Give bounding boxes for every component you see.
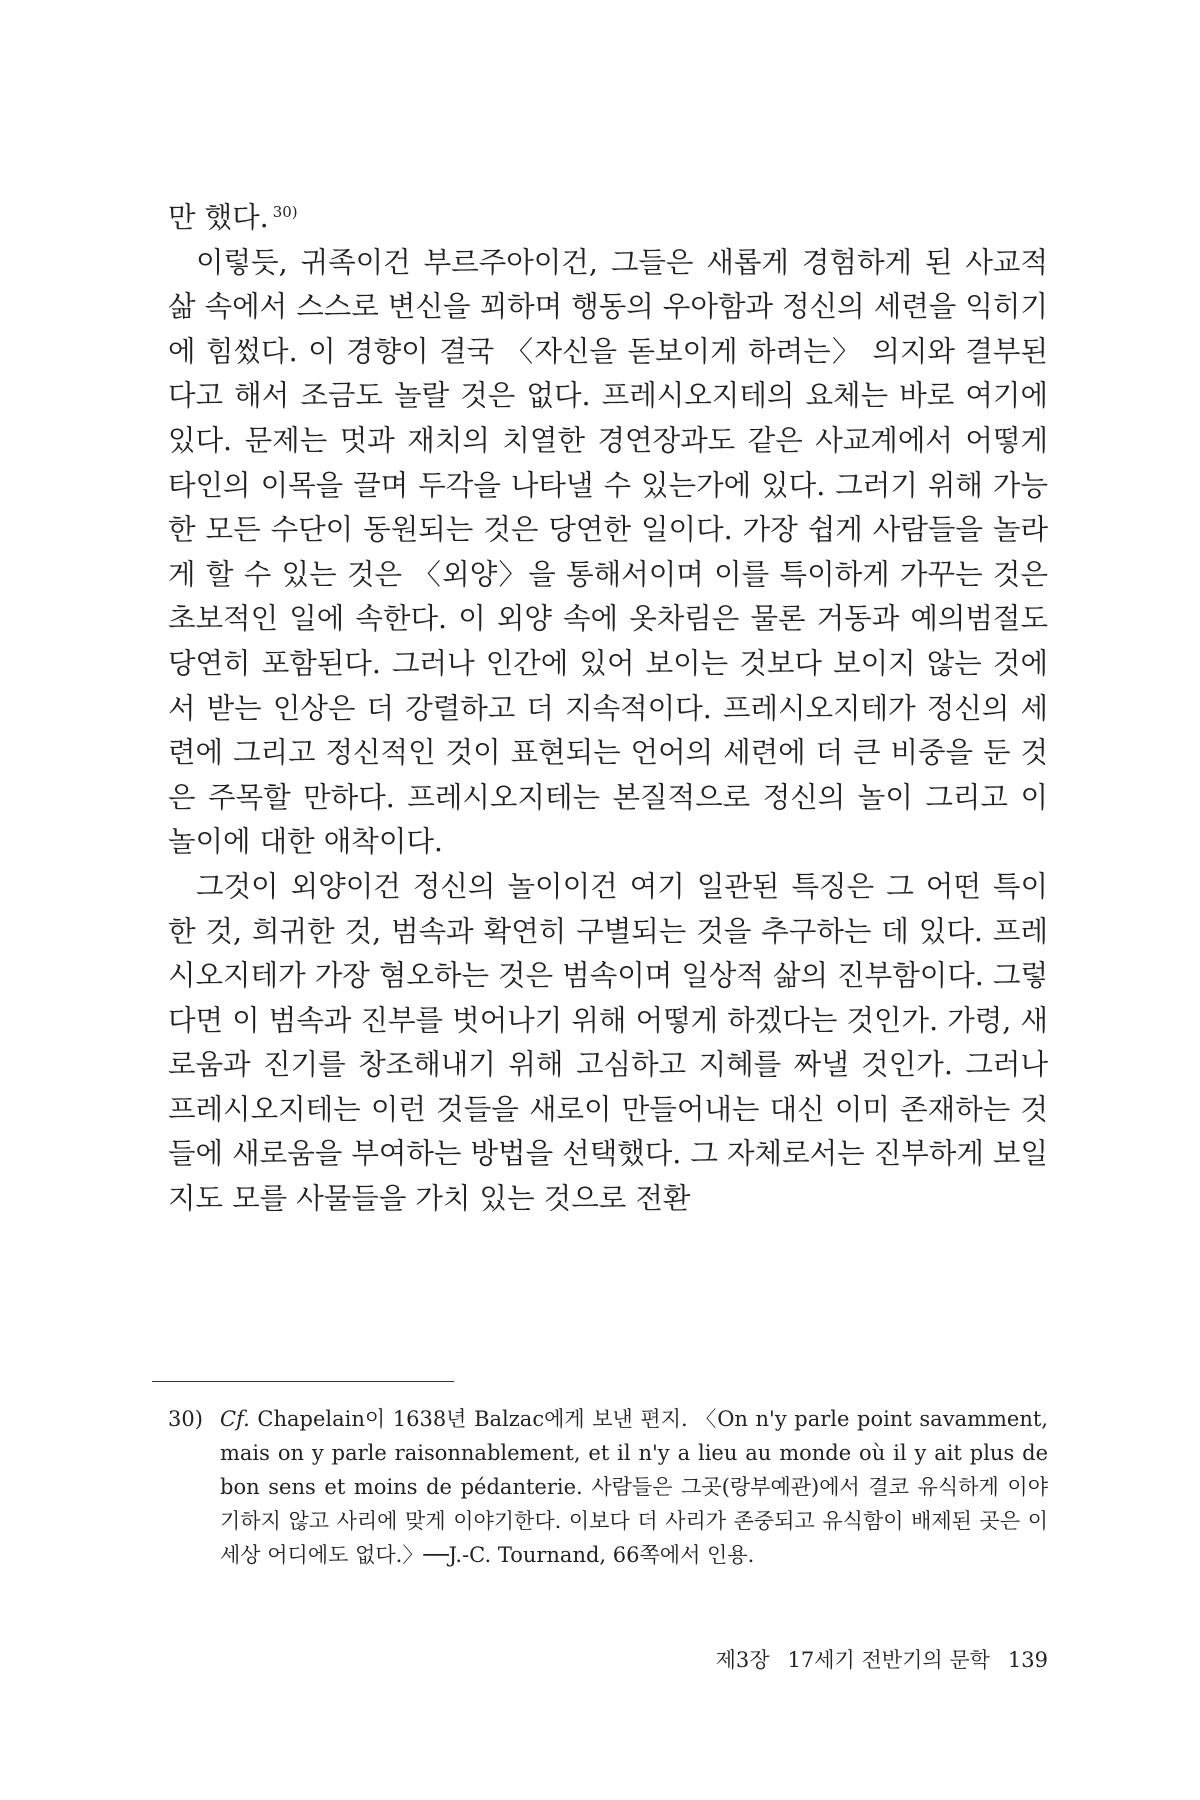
footer-chapter: 제3장 bbox=[715, 1648, 770, 1672]
page-number: 139 bbox=[1007, 1648, 1048, 1672]
footnote-divider bbox=[152, 1381, 454, 1382]
footnote-body bbox=[220, 1402, 1048, 1572]
footnote-reference: 30) bbox=[272, 202, 298, 221]
footnote-cf: Cf. bbox=[220, 1407, 250, 1431]
paragraph-1 bbox=[168, 196, 1048, 241]
footnote bbox=[168, 1402, 1048, 1572]
running-footer bbox=[716, 1644, 1048, 1674]
footnote-number: 30) bbox=[168, 1407, 203, 1431]
paragraph-2: 이렇듯, 귀족이건 부르주아이건, 그들은 새롭게 경험하게 된 사교적 삶 속에서 스스로 변신을 꾀하며 행동의 우아함과 정신의 세련을 익히기에 힘썼다. 이 경향이 결국 〈자신을 돋보이게 하려는〉 의지와 결부된다고 해서 조금도 놀랄 것은 없다. 프레시오지테의 요체는 바로 여기에 있다. 문제는 멋과 재치의 치열한 경연장과도 같은 사교계에서 어떻게 타인의 이목을 끌며 두각을 나타낼 수 있는가에 있다. 그러기 위해 가능한 모든 수단이 동원되는 것은 당연한 일이다. 가장 쉽게 사람들을 놀라게 할 수 있는 것은 〈외양〉을 통해서이며 이를 특이하게 가꾸는 것은 초보적인 일에 속한다. 이 외양 속에 옷차림은 물론 거동과 예의범절도 당연히 포함된다. 그러나 인간에 있어 보이는 것보다 보이지 않는 것에서 받는 인상은 더 강렬하고 더 지속적이다. 프레시오지테가 정신의 세련에 그리고 정신적인 것이 표현되는 언어의 세련에 더 큰 비중을 둔 것은 주목할 만하다. 프레시오지테는 본질적으로 정신의 놀이 그리고 이 놀이에 대한 애착이다. bbox=[168, 245, 1048, 859]
footnote-text: Chapelain이 1638년 Balzac에게 보낸 편지. 〈On n'y parle point savamment, mais on y parle raisonnablement, et il n'y a lieu au monde où il y ait plus de bon sens et moins de pédanterie. 사람들은 그곳(랑부예관)에서 결코 유식하게 이야기하지 않고 사리에 맞게 이야기한다. 이보다 더 사리가 존중되고 유식함이 배제된 곳은 이 세상 어디에도 없다.〉──J.-C. Tournand, 66쪽에서 인용. bbox=[220, 1407, 1048, 1567]
paragraph-1-text: 만 했다. bbox=[168, 201, 269, 234]
main-text bbox=[168, 196, 1048, 1222]
footer-title: 17세기 전반기의 문학 bbox=[787, 1648, 990, 1672]
paragraph-3: 그것이 외양이건 정신의 놀이이건 여기 일관된 특징은 그 어떤 특이한 것, 희귀한 것, 범속과 확연히 구별되는 것을 추구하는 데 있다. 프레시오지테가 가장 혐오하는 것은 범속이며 일상적 삶의 진부함이다. 그렇다면 이 범속과 진부를 벗어나기 위해 어떻게 하겠다는 것인가. 가령, 새로움과 진기를 창조해내기 위해 고심하고 지혜를 짜낼 것인가. 그러나 프레시오지테는 이런 것들을 새로이 만들어내는 대신 이미 존재하는 것들에 새로움을 부여하는 방법을 선택했다. 그 자체로서는 진부하게 보일지도 모를 사물들을 가치 있는 것으로 전환 bbox=[168, 869, 1048, 1216]
